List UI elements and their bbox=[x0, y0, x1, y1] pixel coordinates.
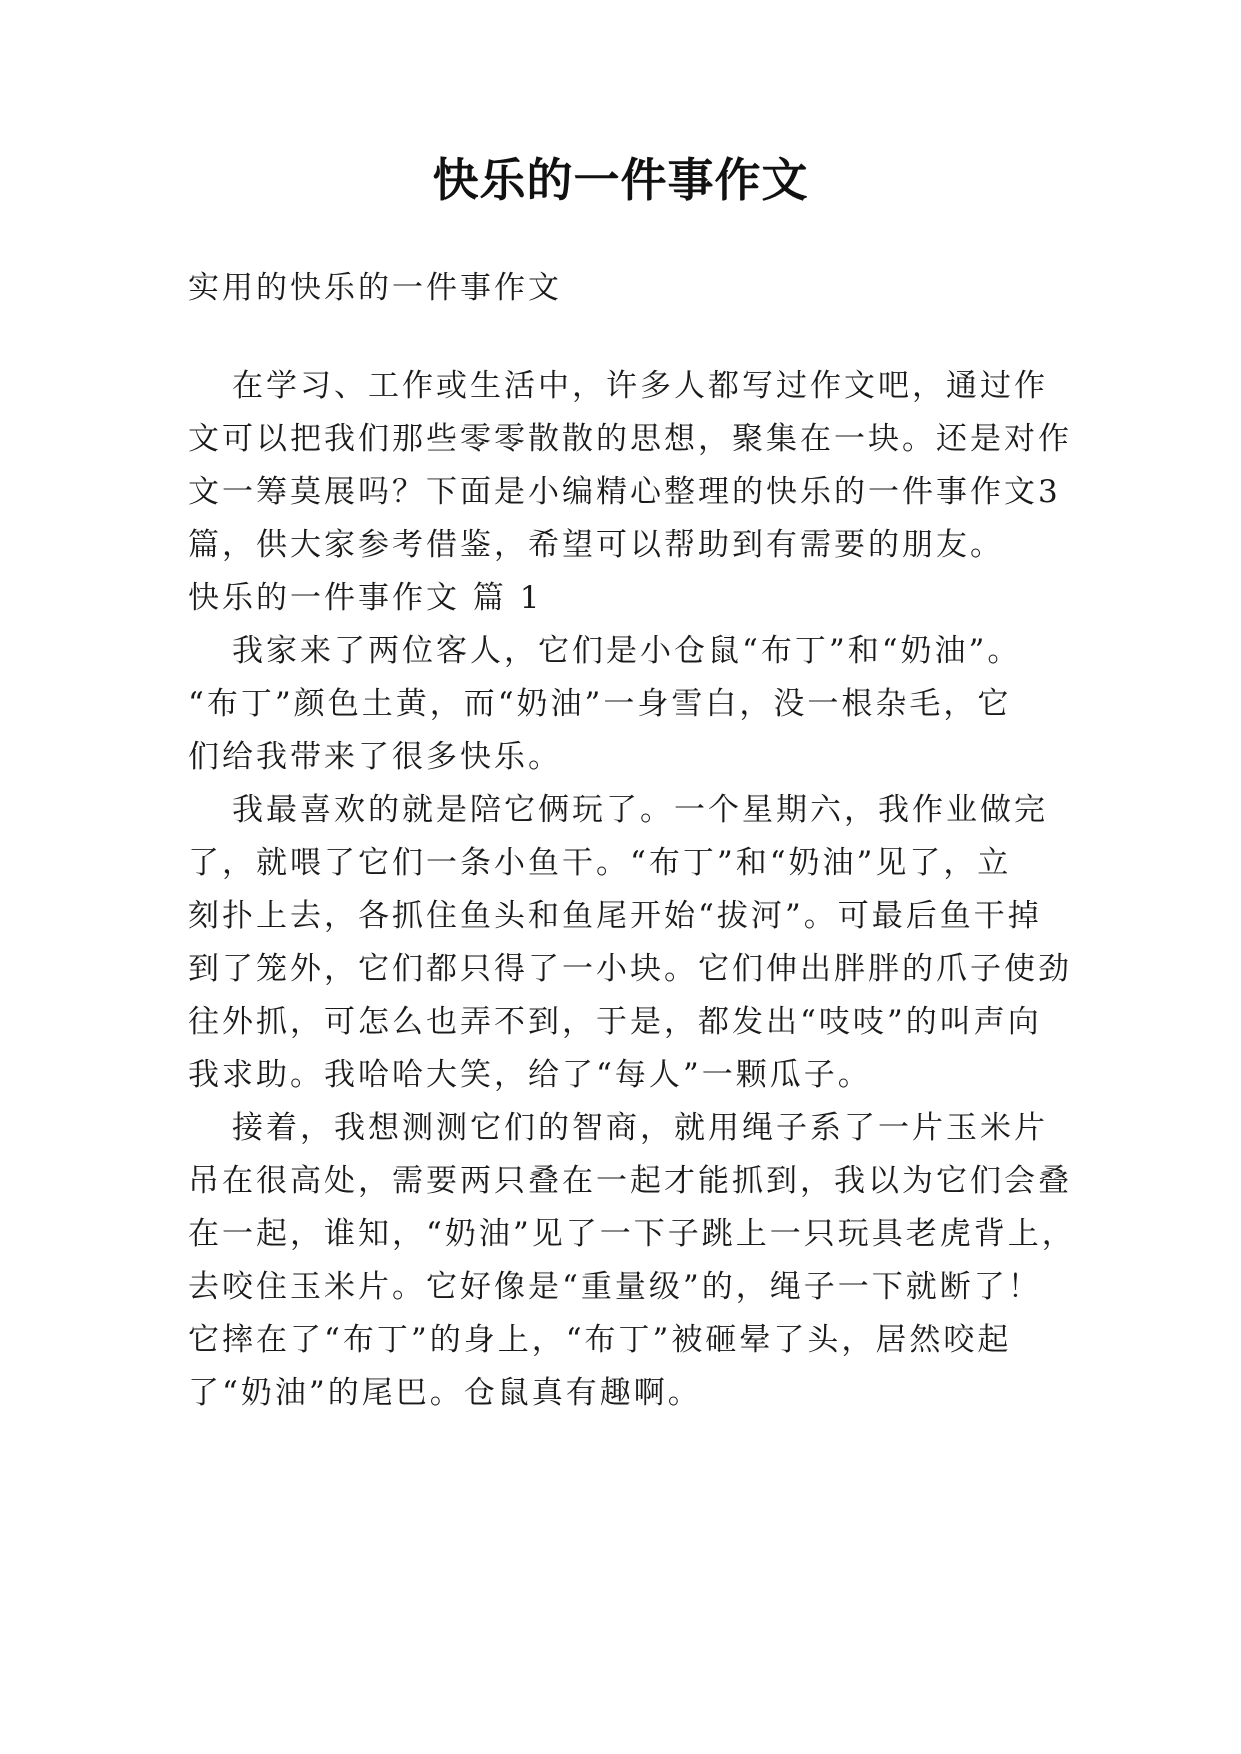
paragraph-line: 去咬住玉米片。它好像是“重量级”的，绳子一下就断了！ bbox=[188, 1269, 1042, 1305]
paragraph-line: 到了笼外，它们都只得了一小块。它们伸出胖胖的爪子使劲 bbox=[188, 951, 1072, 987]
paragraph-line: 我最喜欢的就是陪它俩玩了。一个星期六，我作业做完 bbox=[232, 792, 1048, 828]
paragraph-line: 往外抓，可怎么也弄不到，于是，都发出“吱吱”的叫声向 bbox=[188, 1004, 1042, 1040]
paragraph-line: 我家来了两位客人，它们是小仓鼠“布丁”和“奶油”。 bbox=[232, 633, 1022, 669]
paragraph-line: 接着，我想测测它们的智商，就用绳子系了一片玉米片 bbox=[232, 1110, 1048, 1146]
paragraph-line: 们给我带来了很多快乐。 bbox=[188, 739, 562, 775]
intro-line: 文一筹莫展吗？下面是小编精心整理的快乐的一件事作文3 bbox=[188, 474, 1061, 510]
paragraph-line: 了，就喂了它们一条小鱼干。“布丁”和“奶油”见了，立 bbox=[188, 845, 1012, 881]
paragraph-line: 了“奶油”的尾巴。仓鼠真有趣啊。 bbox=[188, 1375, 702, 1411]
paragraph-line: 我求助。我哈哈大笑，给了“每人”一颗瓜子。 bbox=[188, 1057, 872, 1093]
intro-line: 篇，供大家参考借鉴，希望可以帮助到有需要的朋友。 bbox=[188, 527, 1004, 563]
section-heading: 快乐的一件事作文 篇 1 bbox=[188, 580, 543, 616]
paragraph-line: 吊在很高处，需要两只叠在一起才能抓到，我以为它们会叠 bbox=[188, 1163, 1072, 1199]
paragraph-line: 刻扑上去，各抓住鱼头和鱼尾开始“拔河”。可最后鱼干掉 bbox=[188, 898, 1042, 934]
paragraph-line: “布丁”颜色土黄，而“奶油”一身雪白，没一根杂毛，它 bbox=[188, 686, 1012, 722]
document-title: 快乐的一件事作文 bbox=[432, 153, 809, 207]
paragraph-line: 在一起，谁知，“奶油”见了一下子跳上一只玩具老虎背上， bbox=[188, 1216, 1076, 1252]
paragraph-line: 它摔在了“布丁”的身上，“布丁”被砸晕了头，居然咬起 bbox=[188, 1322, 1012, 1358]
intro-line: 在学习、工作或生活中，许多人都写过作文吧，通过作 bbox=[232, 368, 1048, 404]
subtitle: 实用的快乐的一件事作文 bbox=[188, 270, 562, 306]
intro-line: 文可以把我们那些零零散散的思想，聚集在一块。还是对作 bbox=[188, 421, 1072, 457]
